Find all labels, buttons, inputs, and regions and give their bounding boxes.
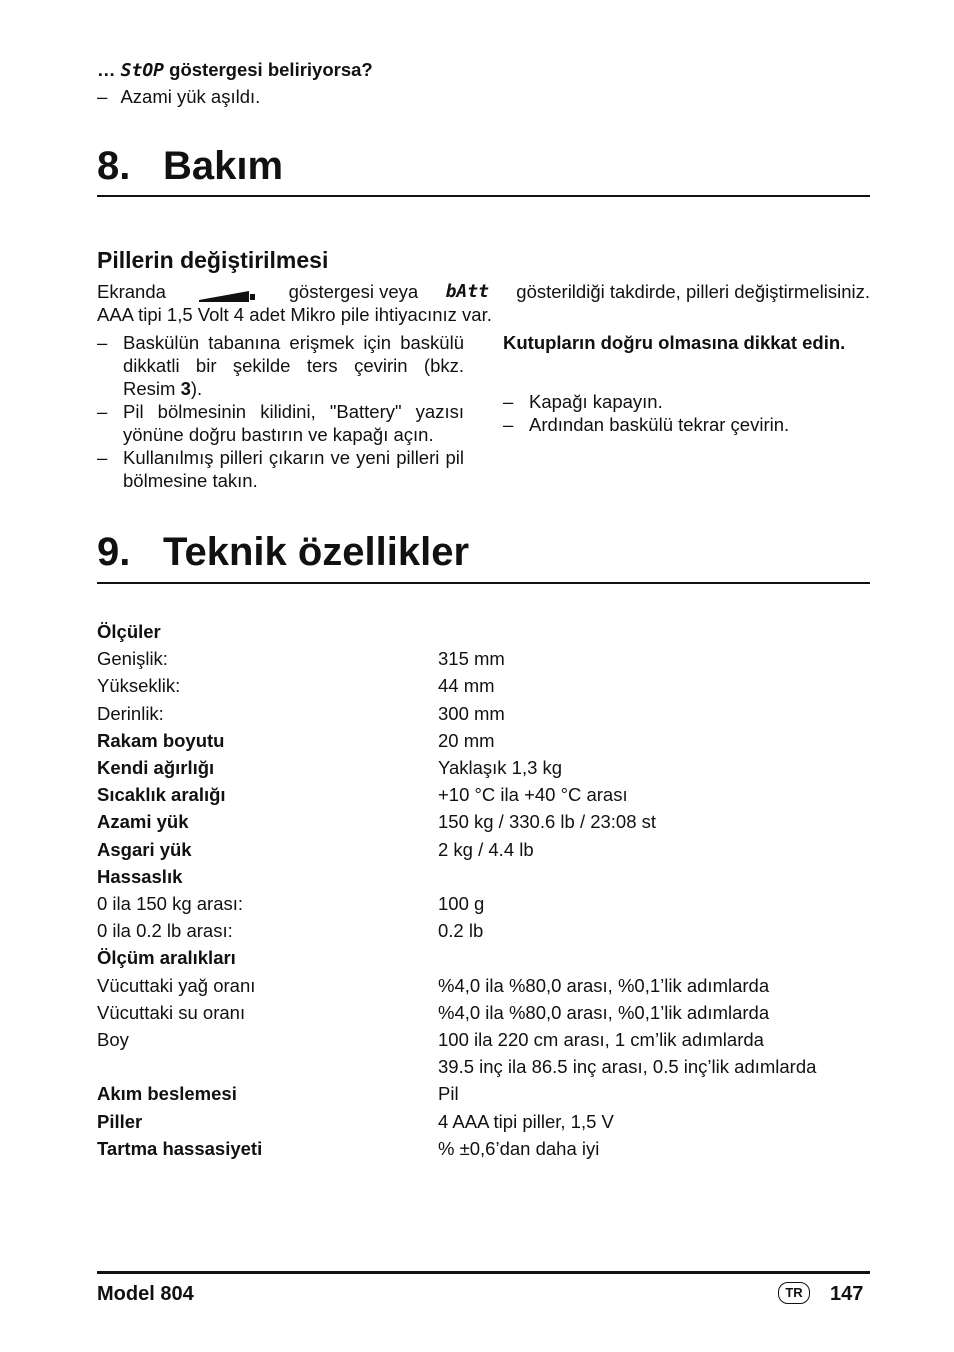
right-steps [503,390,870,436]
spec-label: Vücuttaki yağ oranı [97,974,256,996]
heading-rule [97,582,870,584]
list-item [503,390,870,413]
spec-label: Tartma hassasiyeti [97,1137,263,1159]
step-text: Kullanılmış pilleri çıkarın ve yeni pilleri pil bölmesine takın. [123,447,464,491]
intro-word: gösterildiği takdirde, pilleri değiştirmelisiniz. [516,281,870,302]
spec-value: 39.5 inç ila 86.5 inç arası, 0.5 inç’lik adımlarda [438,1056,817,1078]
intro-word: Ekranda [97,281,166,302]
spec-value: 2 kg / 4.4 lb [438,838,534,860]
spec-row [97,1081,877,1107]
top-question-text: göstergesi beliriyorsa? [169,59,373,80]
spec-value: 44 mm [438,675,495,697]
spec-label: Sıcaklık aralığı [97,784,226,806]
list-item [97,400,464,446]
spec-value: 150 kg / 330.6 lb / 23:08 st [438,811,657,833]
page-number: 147 [830,1283,864,1305]
spec-row [97,1027,877,1053]
spec-value: %4,0 ila %80,0 arası, %0,1’lik adımlarda [438,974,770,996]
top-answer-text: Azami yük aşıldı. [120,86,261,107]
dash: – [97,401,108,422]
section-number: 9. [97,530,131,574]
spec-row [97,837,877,863]
spec-value: 4 AAA tipi piller, 1,5 V [438,1110,614,1132]
spec-value: 0.2 lb [438,920,484,942]
subsection-title: Pillerin değiştirilmesi [97,247,329,273]
heading-rule [97,195,870,197]
spec-value: %4,0 ila %80,0 arası, %0,1’lik adımlarda [438,1001,770,1023]
ellipsis: … [97,59,116,80]
spec-value: % ±0,6’dan daha iyi [438,1137,600,1159]
spec-row [97,646,877,672]
spec-value: 315 mm [438,648,505,670]
spec-label: Rakam boyutu [97,729,225,751]
spec-row [97,755,877,781]
spec-label: Genişlik: [97,648,168,670]
step-text: ). [190,378,203,399]
list-item [97,446,464,492]
tr-badge: TR [778,1282,810,1304]
spec-label: Piller [97,1110,143,1132]
intro-line-1 [97,280,870,303]
spec-label: Boy [97,1029,129,1050]
figure-ref: 3 [180,378,191,399]
spec-row [97,891,877,917]
spec-row [97,973,877,999]
section-title: Bakım [163,144,284,188]
spec-row [97,864,877,890]
spec-value: Pil [438,1083,459,1105]
spec-row [97,809,877,835]
display-code-batt: bAtt [445,281,489,302]
spec-label: Kendi ağırlığı [97,757,215,778]
section-8-heading [97,143,283,189]
dash: – [503,414,514,435]
language-badge [778,1282,810,1304]
spec-value: 100 ila 220 cm arası, 1 cm’lik adımlarda [438,1029,764,1050]
spec-label: 0 ila 0.2 lb arası: [97,920,233,942]
step-text: Kapağı kapayın. [529,391,663,412]
spec-row [97,782,877,808]
spec-label: Ölçüler [97,621,161,642]
spec-row [97,728,877,754]
dash: – [503,391,514,412]
dash: – [97,332,108,353]
top-answer [97,85,260,108]
section-title: Teknik özellikler [163,530,470,574]
spec-row [97,673,877,699]
left-steps [97,331,464,492]
spec-row [97,1000,877,1026]
spec-row [97,918,877,944]
step-text: Ardından baskülü tekrar çevirin. [529,414,790,435]
dash: – [97,447,108,468]
display-code-stop: StOP [120,60,164,81]
spec-value: Yaklaşık 1,3 kg [438,757,563,778]
spec-row [97,701,877,727]
spec-label: Asgari yük [97,838,192,860]
spec-value: 20 mm [438,729,495,751]
spec-label: Akım beslemesi [97,1083,237,1105]
spec-row [97,619,877,645]
spec-row [97,1054,877,1080]
polarity-note: Kutupların doğru olmasına dikkat edin. [503,332,846,353]
footer-rule [97,1271,870,1274]
spec-row [97,945,877,971]
spec-label: Hassaslık [97,865,183,887]
spec-value: +10 °C ila +40 °C arası [438,784,628,806]
intro-paragraph [97,280,870,326]
spec-label: Yükseklik: [97,675,181,697]
spec-value: 300 mm [438,702,505,724]
dash: – [97,86,108,107]
section-number: 8. [97,144,131,188]
spec-label: Derinlik: [97,702,164,724]
spec-label: Azami yük [97,811,189,833]
spec-label: Ölçüm aralıkları [97,947,236,969]
step-text: Baskülün tabanına erişmek için baskülü dikkatli bir şekilde ters çevirin (bkz. Resim [123,332,464,399]
step-text: Pil bölmesinin kilidini, "Battery" yazısı yönüne doğru bastırın ve kapağı açın. [123,401,464,445]
list-item [503,413,870,436]
spec-label: 0 ila 150 kg arası: [97,893,244,914]
spec-value: 100 g [438,893,485,914]
spec-row [97,1136,877,1162]
battery-low-icon [199,285,255,299]
spec-row [97,1109,877,1135]
top-question [97,58,373,82]
spec-label: Vücuttaki su oranı [97,1001,246,1023]
intro-line-2: AAA tipi 1,5 Volt 4 adet Mikro pile ihtiyacınız var. [97,304,492,325]
list-item [97,331,464,400]
model-name: Model 804 [97,1283,194,1305]
intro-word: göstergesi veya [288,281,419,302]
section-9-heading [97,529,469,575]
